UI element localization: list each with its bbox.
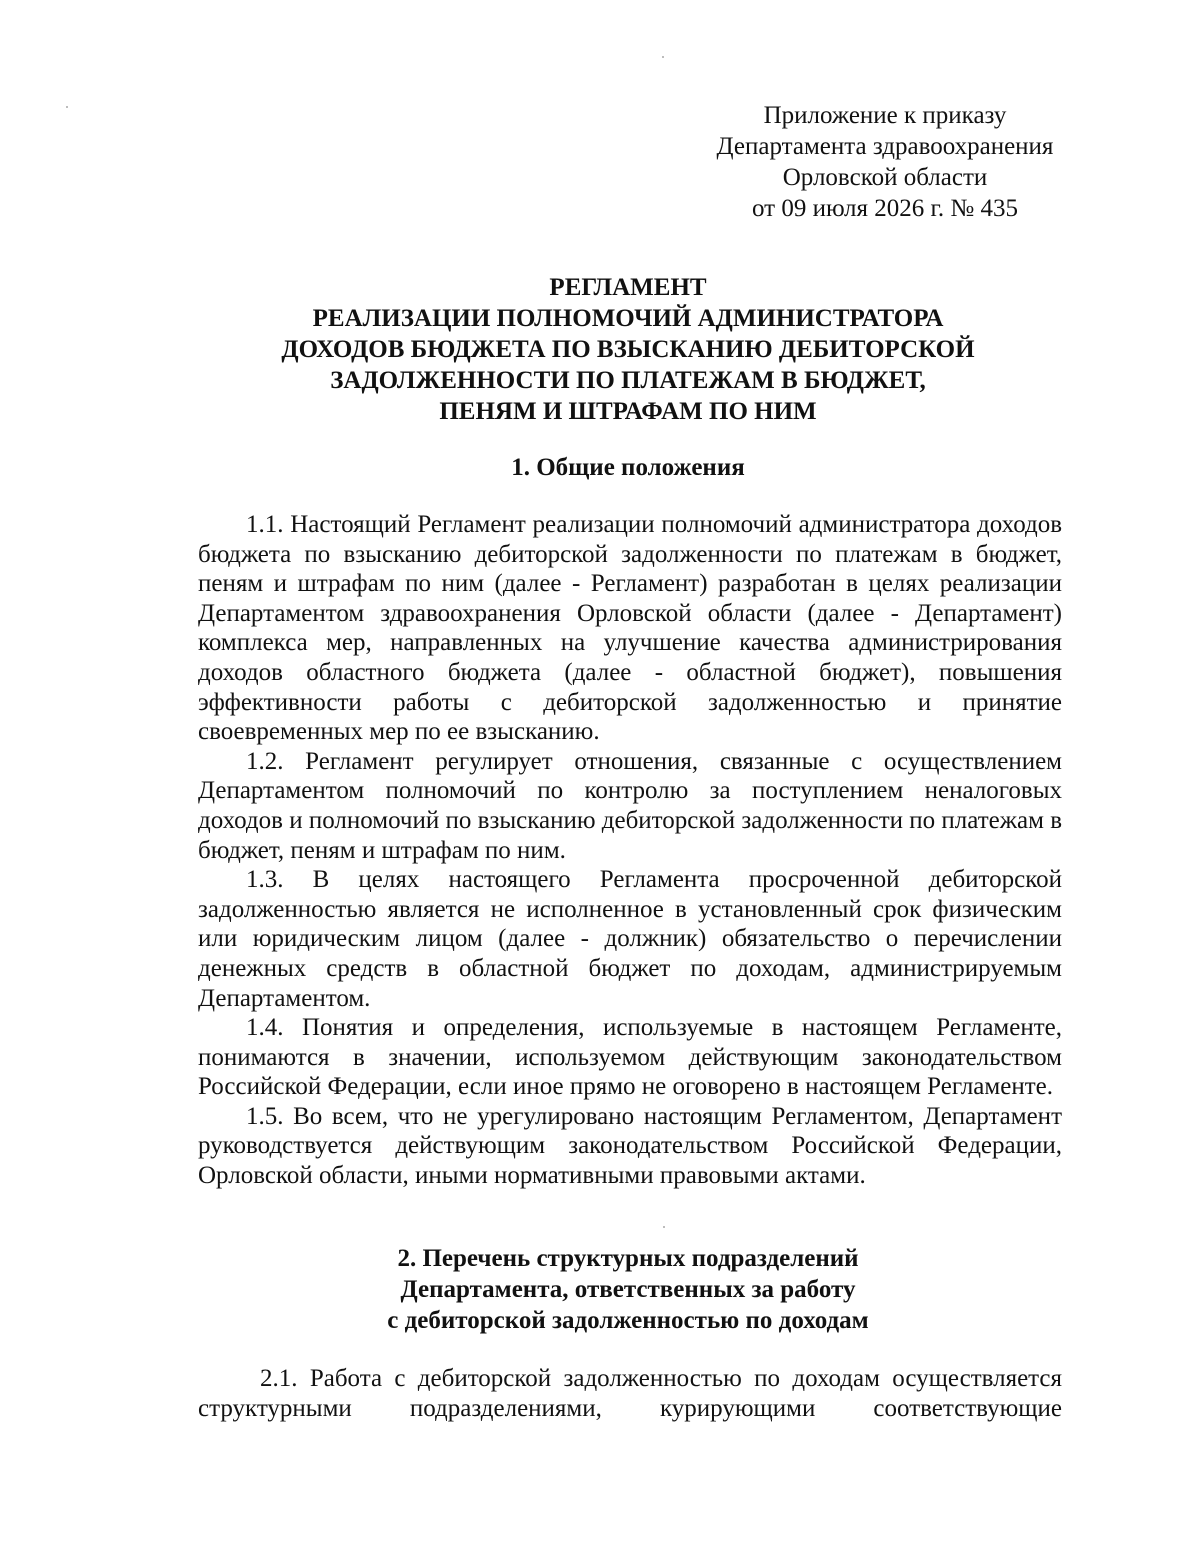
paragraph-1-1: 1.1. Настоящий Регламент реализации полномочий администратора доходов бюджета по взысканию дебиторской задолженности по платежам в бюджет, пеням и штрафам по ним (далее - Регламент) разработан в целях реализации Департаментом здравоохранения Орловской области (далее - Департамент) комплекса мер, направленных на улучшение качества администрирования доходов областного бюджета (далее - областной бюджет), повышения эффективности работы с дебиторской задолженностью и принятие своевременных мер по ее взысканию. [198, 511, 1062, 746]
title-line: ПЕНЯМ И ШТРАФАМ ПО НИМ [439, 398, 817, 425]
paragraph-2-1: 2.1. Работа с дебиторской задолженностью по доходам осуществляется структурными подразделениями, курирующими соответствующие [198, 1365, 1062, 1422]
appendix-line: от 09 июля 2026 г. № 435 [751, 195, 1019, 222]
title-line: РЕАЛИЗАЦИИ ПОЛНОМОЧИЙ АДМИНИСТРАТОРА [312, 305, 944, 332]
title-line: ЗАДОЛЖЕННОСТИ ПО ПЛАТЕЖАМ В БЮДЖЕТ, [330, 367, 926, 394]
title-line: ДОХОДОВ БЮДЖЕТА ПО ВЗЫСКАНИЮ ДЕБИТОРСКОЙ [281, 336, 975, 363]
appendix-header [690, 100, 1080, 224]
appendix-line: Департамента здравоохранения [716, 133, 1054, 160]
paragraph-1-5: 1.5. Во всем, что не урегулировано настоящим Регламентом, Департамент руководствуется действующим законодательством Российской Федерации, Орловской области, иными нормативными правовыми актами. [198, 1102, 1062, 1190]
scan-speck [662, 56, 664, 58]
appendix-line: Орловской области [782, 164, 988, 191]
paragraph-1-4: 1.4. Понятия и определения, используемые в настоящем Регламенте, понимаются в значении, используемом действующим законодательством Российской Федерации, если иное прямо не оговорено в настоящем Регламенте. [198, 1014, 1062, 1101]
document-title [170, 272, 1086, 427]
section-2-body [198, 1364, 1062, 1423]
section-heading-line: Департамента, ответственных за работу [400, 1276, 856, 1303]
section-heading-line: 2. Перечень структурных подразделений [397, 1245, 859, 1272]
paragraph-1-2: 1.2. Регламент регулирует отношения, связанные с осуществлением Департаментом полномочий по контролю за поступлением неналоговых доходов и полномочий по взысканию дебиторской задолженности по платежам в бюджет, пеням и штрафам по ним. [198, 747, 1062, 864]
title-line: РЕГЛАМЕНТ [549, 274, 707, 301]
scan-speck [663, 1226, 665, 1228]
paragraph-1-3: 1.3. В целях настоящего Регламента просроченной дебиторской задолженностью является не исполненное в установленный срок физическим или юридическим лицом (далее - должник) обязательство о перечислении денежных средств в областной бюджет по доходам, администрируемым Департаментом. [198, 866, 1062, 1012]
section-heading-line: с дебиторской задолженностью по доходам [387, 1307, 869, 1334]
section-heading-text: 1. Общие положения [511, 454, 745, 481]
scan-speck [66, 106, 68, 108]
section-1-body [198, 510, 1062, 1191]
section-2-heading [170, 1243, 1086, 1336]
section-1-heading [170, 452, 1086, 483]
appendix-line: Приложение к приказу [763, 102, 1007, 129]
